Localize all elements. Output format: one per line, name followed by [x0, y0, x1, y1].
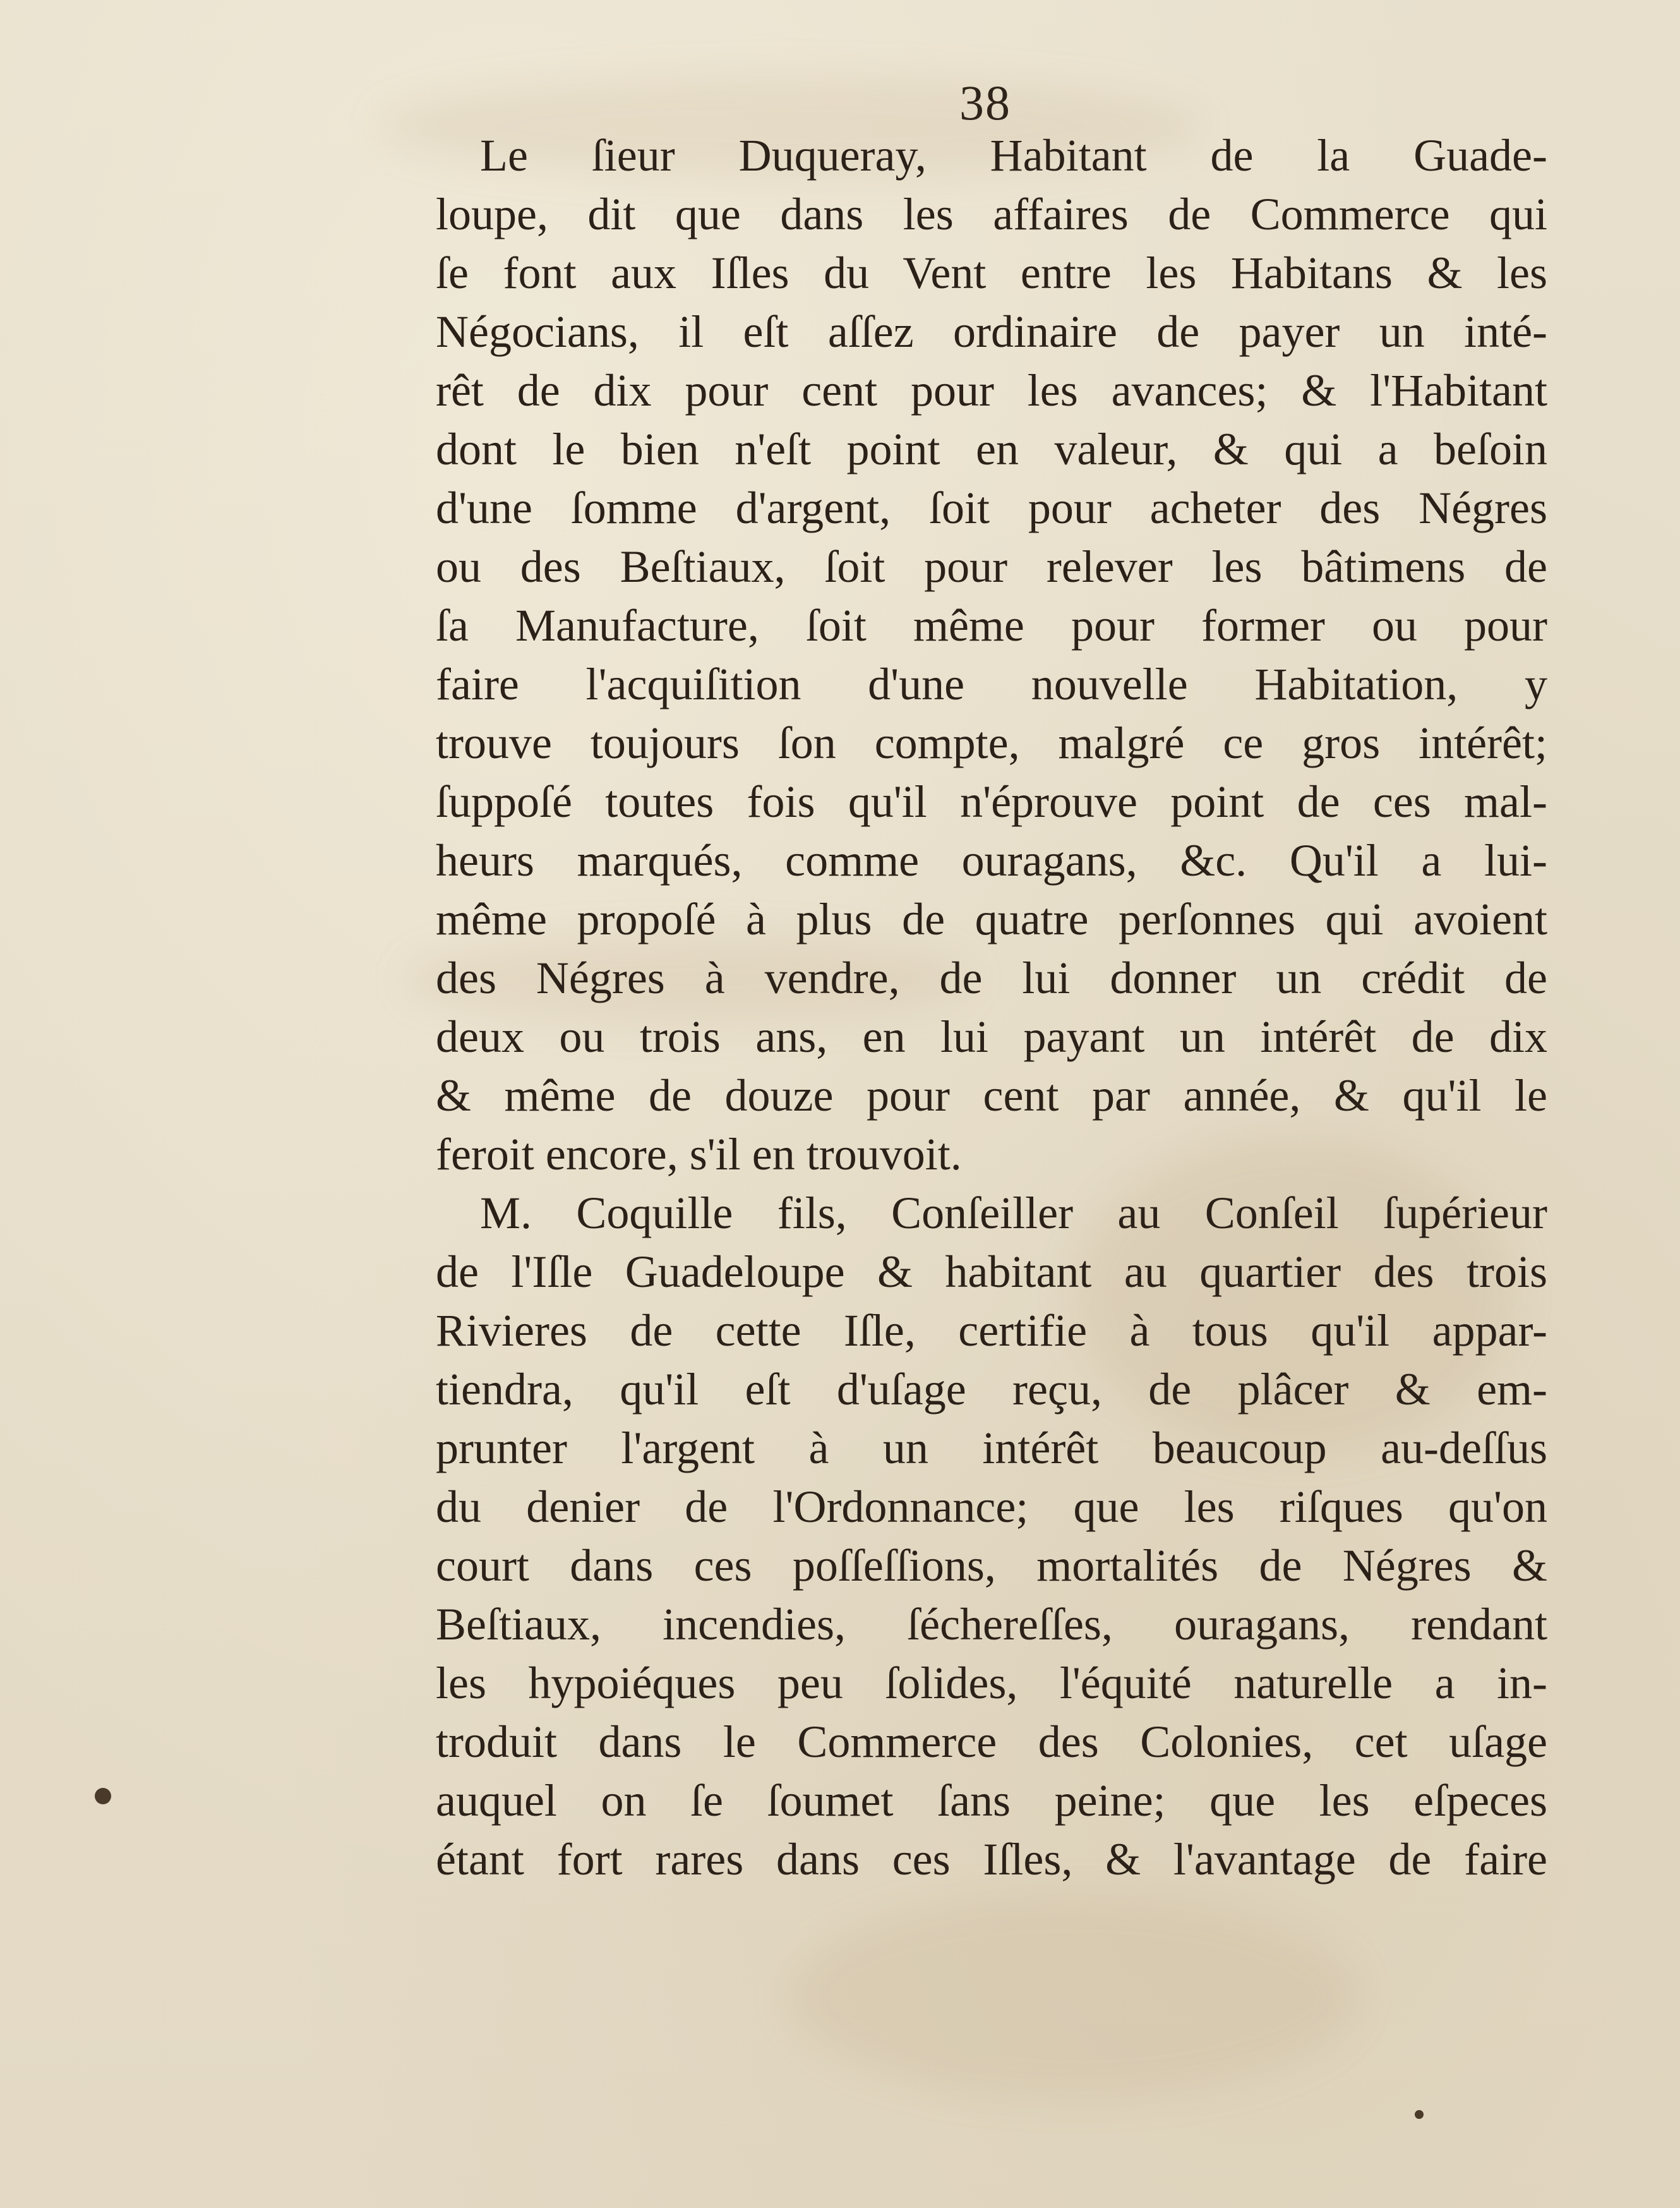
paragraph-coquille [436, 1184, 1547, 1889]
text-line: d'une ſomme d'argent, ſoit pour acheter des Négres [436, 483, 1547, 533]
text-line: faire l'acquiſition d'une nouvelle Habitation, y [436, 659, 1547, 709]
text-line: M. Coquille fils, Conſeiller au Conſeil ſupérieur [480, 1188, 1547, 1238]
text-line: & même de douze pour cent par année, & qu'il le [436, 1070, 1547, 1121]
text-line: deux ou trois ans, en lui payant un intérêt de dix [436, 1011, 1547, 1062]
text-line: les hypoiéques peu ſolides, l'équité naturelle a in- [436, 1658, 1547, 1708]
text-line: tiendra, qu'il eſt d'uſage reçu, de plâcer & em- [436, 1364, 1547, 1415]
text-line: même propoſé à plus de quatre perſonnes qui avoient [436, 894, 1547, 944]
text-line: dont le bien n'eſt point en valeur, & qui a beſoin [436, 424, 1547, 474]
text-line: prunter l'argent à un intérêt beaucoup au-deſſus [436, 1423, 1547, 1473]
body-text [436, 126, 1547, 1889]
text-line: trouve toujours ſon compte, malgré ce gros intérêt; [436, 718, 1547, 768]
text-line: de l'Iſle Guadeloupe & habitant au quartier des trois [436, 1246, 1547, 1297]
text-line: feroit encore, s'il en trouvoit. [436, 1129, 962, 1179]
text-line: Négocians, il eſt aſſez ordinaire de payer un inté- [436, 306, 1547, 357]
text-line: Rivieres de cette Iſle, certifie à tous qu'il appar- [436, 1305, 1547, 1356]
text-line: ou des Beſtiaux, ſoit pour relever les bâtimens de [436, 541, 1547, 592]
text-line: auquel on ſe ſoumet ſans peine; que les eſpeces [436, 1775, 1547, 1826]
text-line: du denier de l'Ordonnance; que les riſques qu'on [436, 1481, 1547, 1532]
text-line: rêt de dix pour cent pour les avances; & l'Habitant [436, 365, 1547, 416]
text-line: étant fort rares dans ces Iſles, & l'avantage de faire [436, 1834, 1547, 1885]
page-number: 38 [959, 75, 1011, 130]
paragraph-duqueray [436, 126, 1547, 1184]
text-line: Beſtiaux, incendies, ſéchereſſes, ouragans, rendant [436, 1599, 1547, 1650]
text-line: ſuppoſé toutes fois qu'il n'éprouve point de ces mal- [436, 776, 1547, 827]
text-line: heurs marqués, comme ouragans, &c. Qu'il a lui- [436, 835, 1547, 886]
text-line: loupe, dit que dans les affaires de Commerce qui [436, 189, 1547, 239]
text-line: ſe font aux Iſles du Vent entre les Habitans & les [436, 248, 1547, 298]
ink-spot [95, 1788, 111, 1804]
paper-stain [789, 1895, 1358, 2097]
text-line: des Négres à vendre, de lui donner un crédit de [436, 953, 1547, 1003]
ink-spot [1415, 2110, 1424, 2119]
text-line: ſa Manufacture, ſoit même pour former ou pour [436, 600, 1547, 651]
text-line: Le ſieur Duqueray, Habitant de la Guade- [480, 130, 1547, 181]
text-line: troduit dans le Commerce des Colonies, cet uſage [436, 1716, 1547, 1767]
text-line: court dans ces poſſeſſions, mortalités de Négres & [436, 1540, 1547, 1591]
